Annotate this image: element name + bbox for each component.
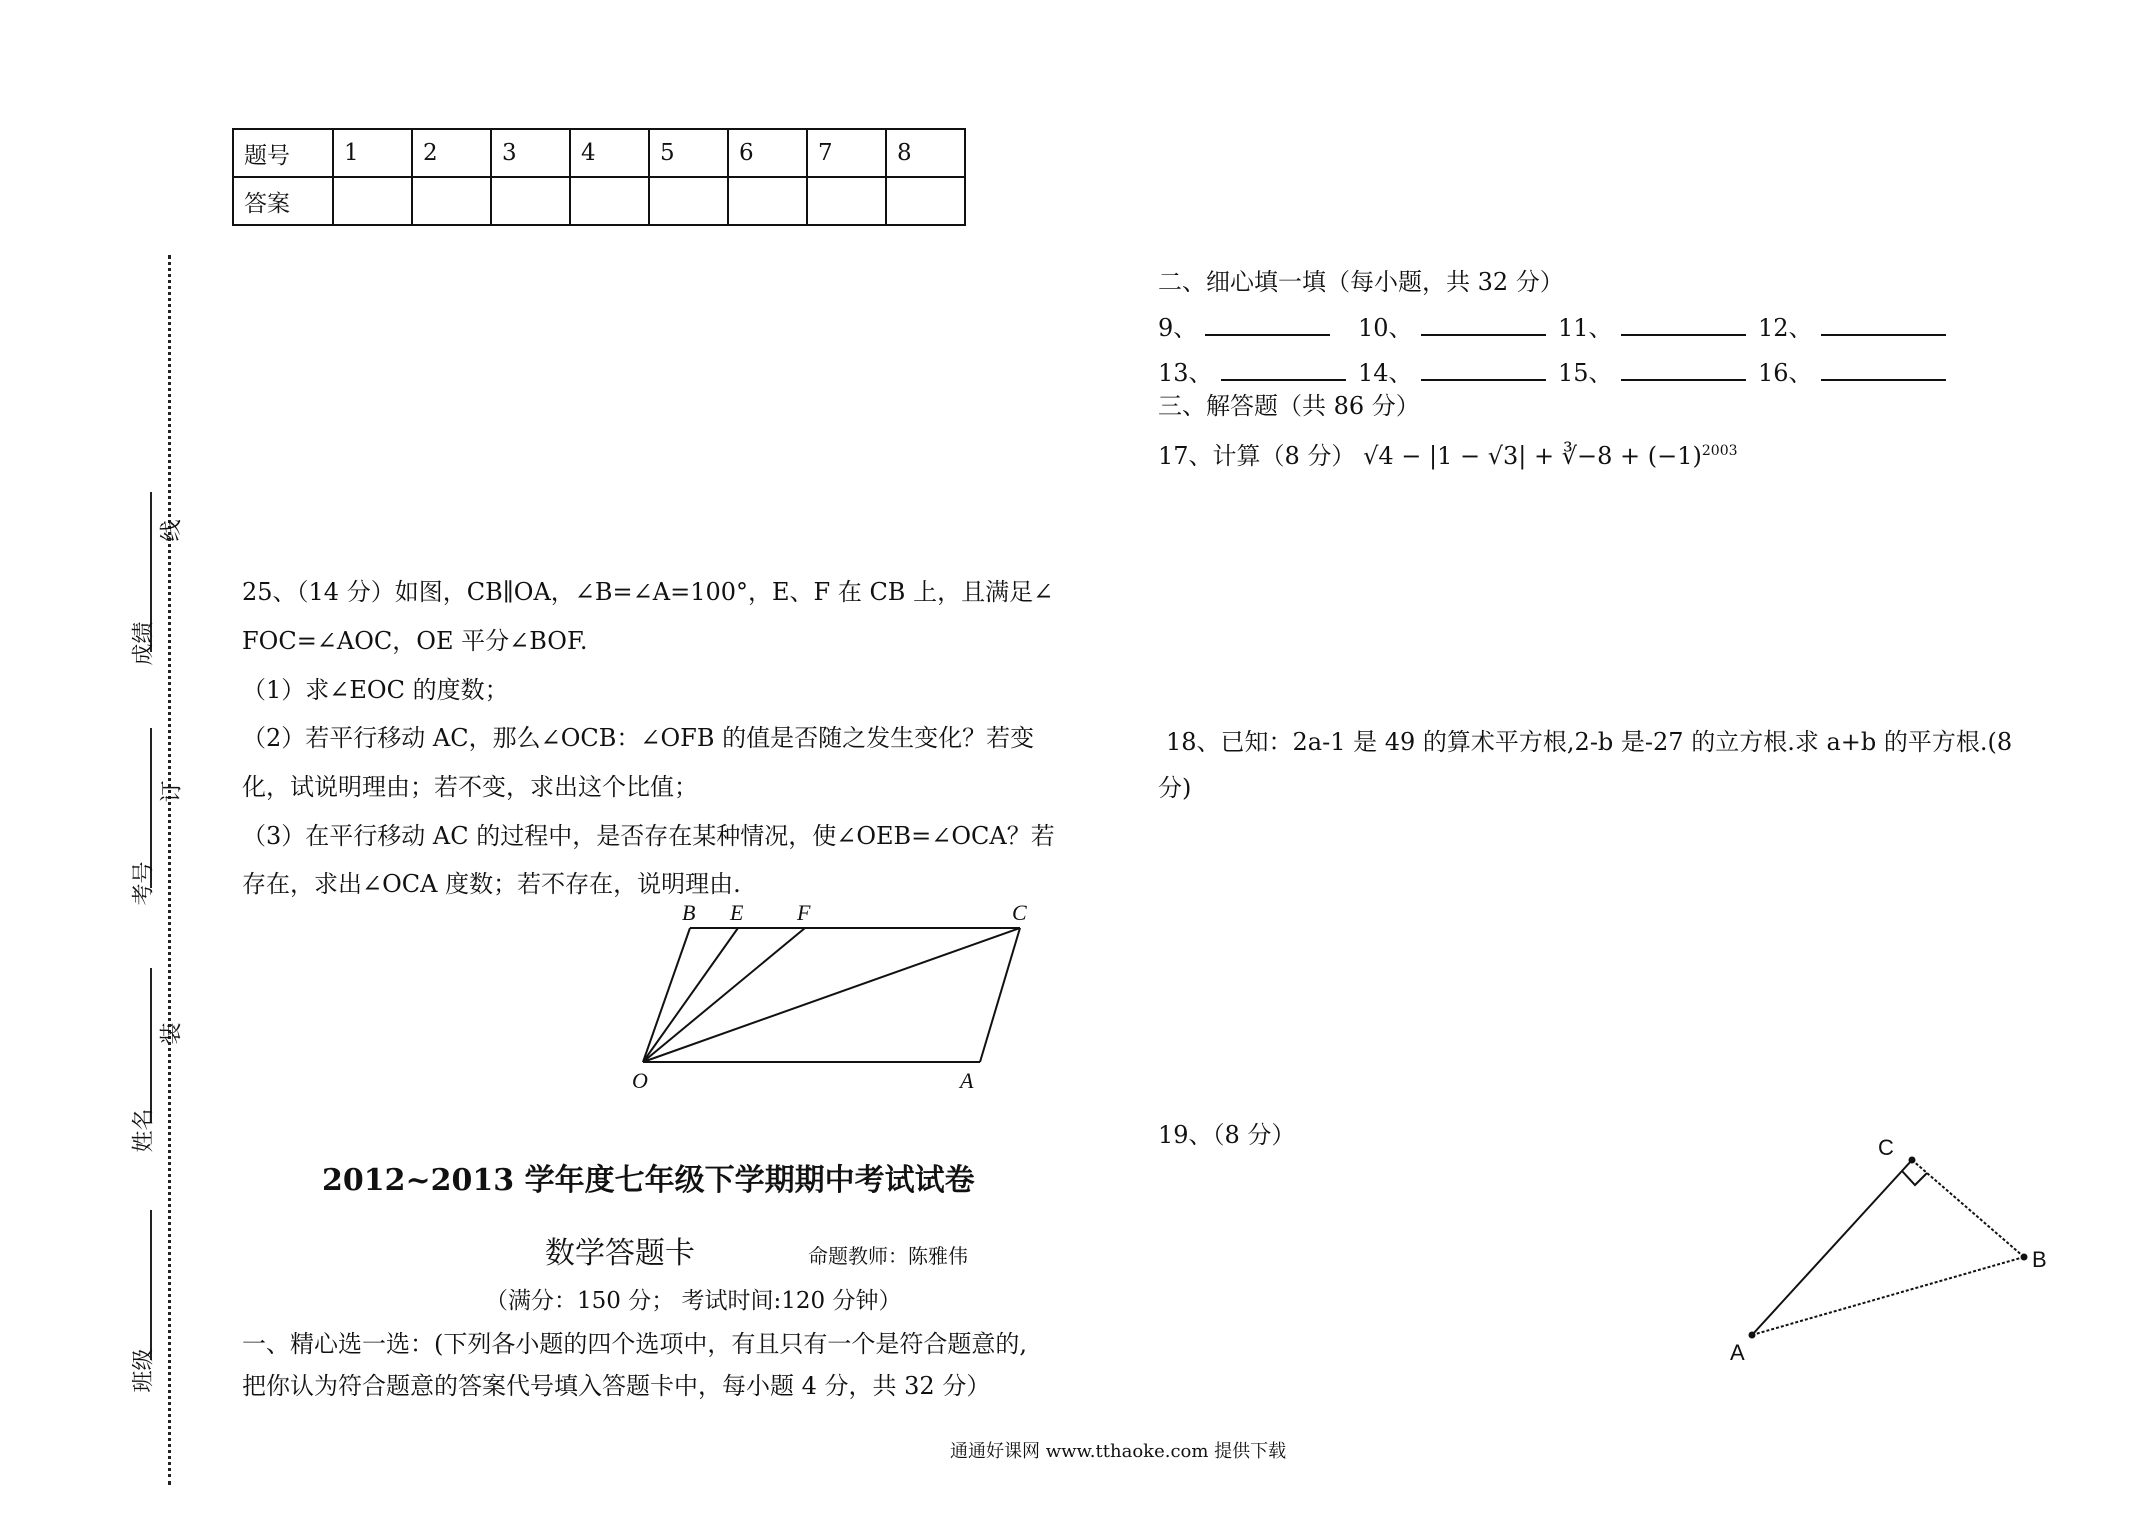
table-cell: 3 xyxy=(491,129,570,177)
fill-item-12: 12、 xyxy=(1758,308,1946,343)
section3-heading: 三、解答题（共 86 分） xyxy=(1158,392,1420,420)
q19-figure xyxy=(1710,1130,2060,1370)
q25-figure xyxy=(620,895,1050,1095)
table-row xyxy=(233,129,965,177)
answer-cell[interactable] xyxy=(886,177,965,225)
fill-item-13: 13、 xyxy=(1158,353,1346,388)
label-c: C xyxy=(1012,900,1027,925)
answer-cell[interactable] xyxy=(649,177,728,225)
q19-label: 19、（8 分） xyxy=(1158,1121,1296,1149)
label-b: B xyxy=(682,900,696,925)
q18-line: 分) xyxy=(1158,774,1192,802)
q25-line: （1）求∠EOC 的度数； xyxy=(242,676,509,704)
table-cell: 1 xyxy=(333,129,412,177)
score-label: 成绩 xyxy=(131,621,157,666)
q17 xyxy=(1158,436,1738,471)
fill-item-9: 9、 xyxy=(1158,308,1330,343)
label-a: A xyxy=(960,1068,974,1093)
exam-info: （满分：150 分； 考试时间:120 分钟） xyxy=(485,1288,902,1314)
point-b xyxy=(2021,1254,2028,1261)
fill-item-16: 16、 xyxy=(1758,353,1946,388)
exam-no-label: 考号 xyxy=(131,861,157,906)
binding-mark-line: 线 xyxy=(159,519,185,542)
point-c xyxy=(1909,1157,1916,1164)
answer-blank[interactable] xyxy=(1205,312,1330,336)
answer-blank[interactable] xyxy=(1421,357,1546,381)
q17-formula: √4 − |1 − √3| + ∛−8 + (−1) xyxy=(1363,442,1702,470)
q25-line: FOC=∠AOC，OE 平分∠BOF. xyxy=(242,627,588,655)
answer-cell[interactable] xyxy=(412,177,491,225)
answer-cell[interactable] xyxy=(807,177,886,225)
label-o: O xyxy=(632,1068,648,1093)
page-subtitle: 数学答题卡 xyxy=(545,1236,695,1271)
section1-instruction: 把你认为符合题意的答案代号填入答题卡中，每小题 4 分，共 32 分） xyxy=(242,1372,991,1400)
answer-cell[interactable] xyxy=(491,177,570,225)
table-cell: 8 xyxy=(886,129,965,177)
answer-cell[interactable] xyxy=(333,177,412,225)
table-cell: 4 xyxy=(570,129,649,177)
class-label: 班级 xyxy=(131,1348,157,1393)
teacher-credit: 命题教师：陈雅伟 xyxy=(808,1244,968,1268)
table-cell: 7 xyxy=(807,129,886,177)
table-cell: 6 xyxy=(728,129,807,177)
answer-blank[interactable] xyxy=(1821,312,1946,336)
label-f: F xyxy=(797,900,811,925)
answer-cell[interactable] xyxy=(570,177,649,225)
fill-item-15: 15、 xyxy=(1558,353,1746,388)
name-blank[interactable] xyxy=(150,968,152,1123)
answer-blank[interactable] xyxy=(1621,312,1746,336)
q25-line: 25、（14 分）如图，CB∥OA，∠B=∠A=100°，E、F 在 CB 上，且满足∠ xyxy=(242,578,1054,606)
q25-line: 化，试说明理由；若不变，求出这个比值； xyxy=(242,773,698,801)
binding-dotted-line xyxy=(168,255,171,1485)
q17-prefix: 17、计算（8 分） xyxy=(1158,442,1356,470)
q18-line: 18、已知：2a-1 是 49 的算术平方根,2-b 是-27 的立方根.求 a+b 的平方根.(8 xyxy=(1166,728,2013,756)
table-row xyxy=(233,177,965,225)
class-blank[interactable] xyxy=(150,1210,152,1360)
binding-mark-bind: 订 xyxy=(159,780,185,803)
answer-blank[interactable] xyxy=(1621,357,1746,381)
table-cell: 5 xyxy=(649,129,728,177)
point-a xyxy=(1749,1332,1756,1339)
segment-oc xyxy=(643,928,1020,1062)
answer-blank[interactable] xyxy=(1421,312,1546,336)
segment-ab xyxy=(1752,1257,2024,1335)
table-cell: 2 xyxy=(412,129,491,177)
answer-cell[interactable] xyxy=(728,177,807,225)
q25-line: 存在，求出∠OCA 度数；若不存在，说明理由. xyxy=(242,870,741,898)
table-header-answer: 答案 xyxy=(233,177,333,225)
section2-heading: 二、细心填一填（每小题，共 32 分） xyxy=(1158,268,1564,296)
binding-mark-stitch: 装 xyxy=(159,1022,185,1045)
right-angle-marker xyxy=(1902,1171,1927,1185)
fill-item-11: 11、 xyxy=(1558,308,1746,343)
answer-blank[interactable] xyxy=(1821,357,1946,381)
section1-instruction: 一、精心选一选：(下列各小题的四个选项中，有且只有一个是符合题意的, xyxy=(242,1330,1027,1358)
answer-blank[interactable] xyxy=(1221,357,1346,381)
fill-item-14: 14、 xyxy=(1358,353,1546,388)
fill-item-10: 10、 xyxy=(1358,308,1546,343)
q25-line: （2）若平行移动 AC，那么∠OCB：∠OFB 的值是否随之发生变化？若变 xyxy=(242,724,1035,752)
segment-ac xyxy=(980,928,1020,1062)
label-b: B xyxy=(2032,1247,2047,1272)
name-label: 姓名 xyxy=(131,1108,157,1153)
answer-table xyxy=(232,128,966,226)
segment-ac xyxy=(1752,1160,1912,1335)
page-title: 2012~2013 学年度七年级下学期期中考试试卷 xyxy=(322,1163,975,1198)
q17-exponent: 2003 xyxy=(1701,443,1738,459)
label-c: C xyxy=(1878,1135,1894,1160)
label-a: A xyxy=(1730,1340,1745,1365)
table-header-question: 题号 xyxy=(233,129,333,177)
q25-line: （3）在平行移动 AC 的过程中，是否存在某种情况，使∠OEB=∠OCA？若 xyxy=(242,822,1055,850)
segment-cb xyxy=(1912,1160,2024,1257)
label-e: E xyxy=(730,900,744,925)
footer-source: 通通好课网 www.tthaoke.com 提供下载 xyxy=(950,1441,1287,1462)
